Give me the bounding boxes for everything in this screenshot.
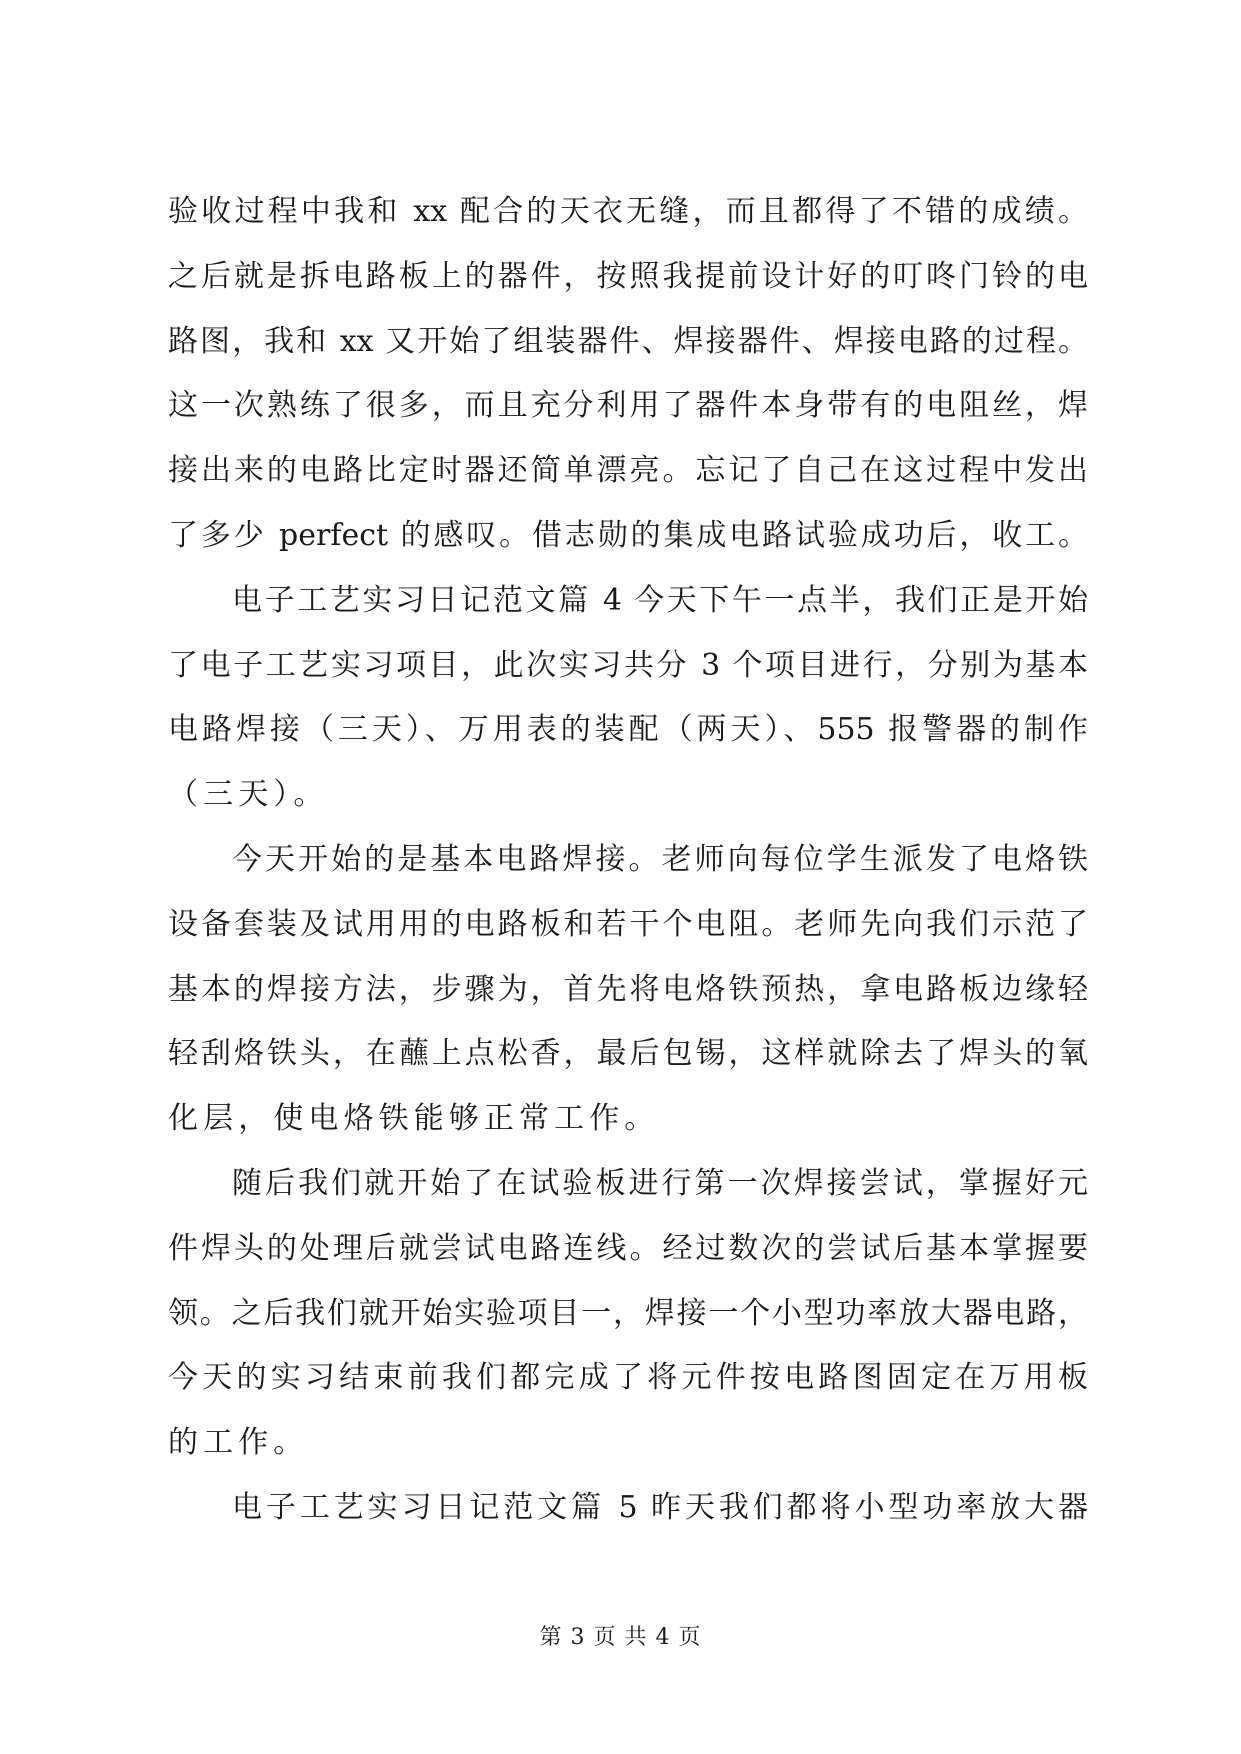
text-line: 件焊头的处理后就尝试电路连线。经过数次的尝试后基本掌握要 [168, 1230, 1088, 1266]
text-line: 了电子工艺实习项目，此次实习共分 3 个项目进行，分别为基本 [168, 647, 1088, 683]
text-line: 这一次熟练了很多，而且充分利用了器件本身带有的电阻丝，焊 [168, 388, 1088, 424]
text-line: 的工作。 [168, 1425, 309, 1461]
text-line: 基本的焊接方法，步骤为，首先将电烙铁预热，拿电路板边缘轻 [168, 971, 1088, 1007]
text-line: 电路焊接（三天）、万用表的装配（两天）、555 报警器的制作 [168, 712, 1088, 748]
text-line: 验收过程中我和 xx 配合的天衣无缝，而且都得了不错的成绩。 [168, 194, 1088, 229]
text-line: （三天）。 [168, 777, 329, 813]
text-line: 路图，我和 xx 又开始了组装器件、焊接器件、焊接电路的过程。 [168, 323, 1088, 359]
text-line: 之后就是拆电路板上的器件，按照我提前设计好的叮咚门铃的电 [168, 258, 1088, 294]
text-line: 轻刮烙铁头，在蘸上点松香，最后包锡，这样就除去了焊头的氧 [168, 1036, 1088, 1072]
body-text [168, 180, 1088, 1541]
text-line: 设备套装及试用用的电路板和若干个电阻。老师先向我们示范了 [168, 906, 1088, 942]
text-line: 今天开始的是基本电路焊接。老师向每位学生派发了电烙铁 [232, 841, 1088, 877]
text-line: 随后我们就开始了在试验板进行第一次焊接尝试，掌握好元 [232, 1165, 1088, 1201]
page-footer: 第 3 页 共 4 页 [539, 1625, 702, 1650]
text-line: 接出来的电路比定时器还简单漂亮。忘记了自己在这过程中发出 [168, 453, 1088, 489]
text-line: 化层，使电烙铁能够正常工作。 [168, 1101, 660, 1137]
text-line: 今天的实习结束前我们都完成了将元件按电路图固定在万用板 [168, 1360, 1088, 1396]
text-line: 电子工艺实习日记范文篇 5 昨天我们都将小型功率放大器 [232, 1489, 1088, 1525]
text-line: 领。之后我们就开始实验项目一，焊接一个小型功率放大器电路， [168, 1295, 1088, 1331]
text-line: 了多少 perfect 的感叹。借志勋的集成电路试验成功后，收工。 [168, 517, 1088, 553]
text-line: 电子工艺实习日记范文篇 4 今天下午一点半，我们正是开始 [232, 582, 1088, 618]
